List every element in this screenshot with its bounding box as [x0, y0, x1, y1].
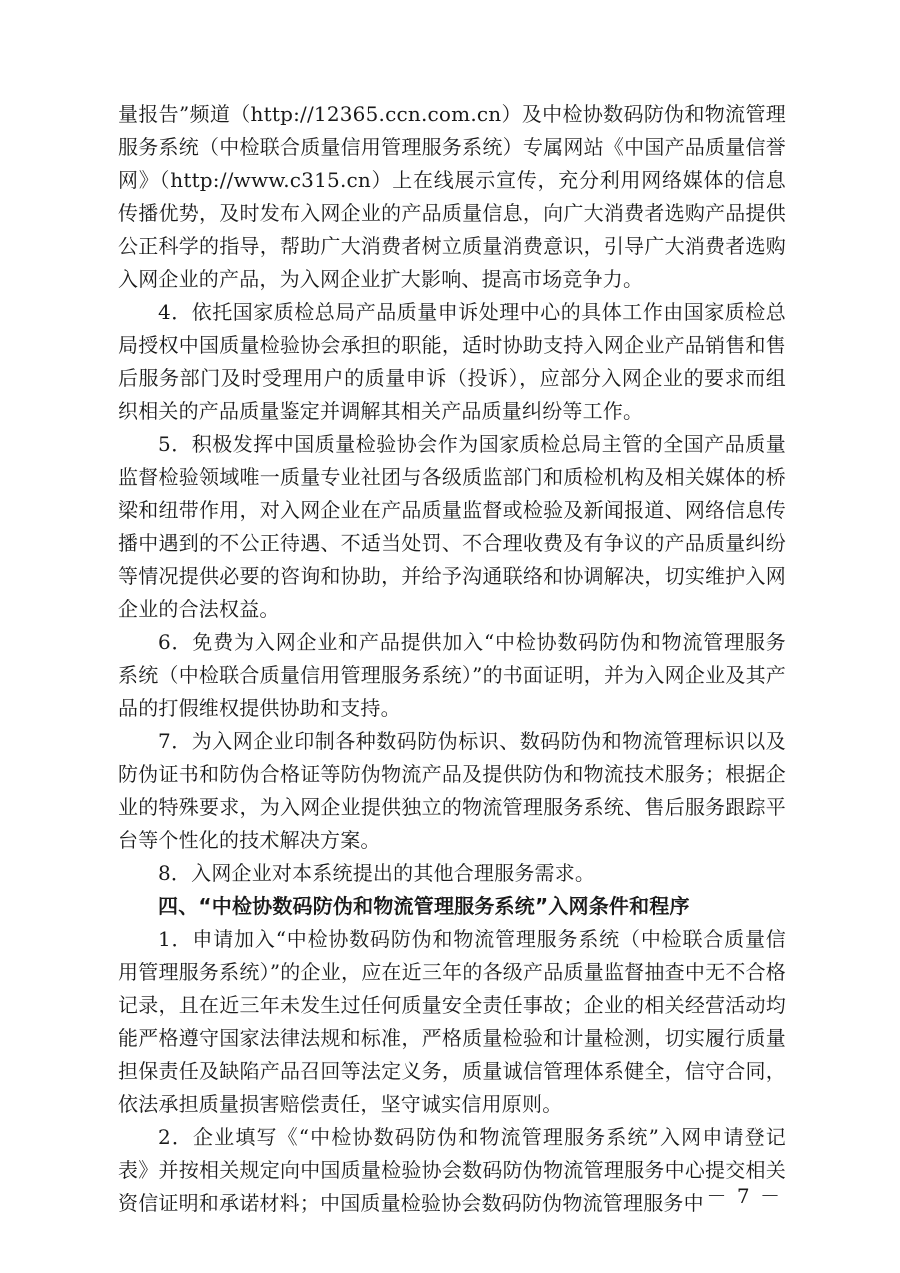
paragraph-item-4: 4．依托国家质检总局产品质量申诉处理中心的具体工作由国家质检总局授权中国质量检验协会承担的职能，适时协助支持入网企业产品销售和售后服务部门及时受理用户的质量申诉（投诉），应部分入网企业的要求而组织相关的产品质量鉴定并调解其相关产品质量纠纷等工作。 — [118, 300, 786, 423]
page-number: － 7 － — [706, 1184, 782, 1208]
document-body — [118, 98, 786, 1220]
paragraph-item-6: 6．免费为入网企业和产品提供加入“中检协数码防伪和物流管理服务系统（中检联合质量信用管理服务系统）”的书面证明，并为入网企业及其产品的打假维权提供协助和支持。 — [118, 630, 786, 720]
section-paragraph-2: 2．企业填写《“中检协数码防伪和物流管理服务系统”入网申请登记表》并按相关规定向中国质量检验协会数码防伪物流管理服务中心提交相关资信证明和承诺材料；中国质量检验协会数码防伪物流管理服务中 — [118, 1125, 786, 1215]
section-paragraph-1: 1．申请加入“中检协数码防伪和物流管理服务系统（中检联合质量信用管理服务系统）”的企业，应在近三年的各级产品质量监督抽查中无不合格记录，且在近三年未发生过任何质量安全责任事故；企业的相关经营活动均能严格遵守国家法律法规和标准，严格质量检验和计量检测，切实履行质量担保责任及缺陷产品召回等法定义务，质量诚信管理体系健全，信守合同，依法承担质量损害赔偿责任，坚守诚实信用原则。 — [118, 927, 786, 1116]
section-heading: 四、“中检协数码防伪和物流管理服务系统”入网条件和程序 — [158, 894, 690, 918]
paragraph-continuation: 量报告”频道（http://12365.ccn.com.cn）及中检协数码防伪和物流管理服务系统（中检联合质量信用管理服务系统）专属网站《中国产品质量信誉网》（http://www.c315.cn）上在线展示宣传，充分利用网络媒体的信息传播优势，及时发布入网企业的产品质量信息，向广大消费者选购产品提供公正科学的指导，帮助广大消费者树立质量消费意识，引导广大消费者选购入网企业的产品，为入网企业扩大影响、提高市场竞争力。 — [118, 102, 786, 291]
paragraph-item-8: 8．入网企业对本系统提出的其他合理服务需求。 — [158, 861, 596, 885]
paragraph-item-5: 5．积极发挥中国质量检验协会作为国家质检总局主管的全国产品质量监督检验领域唯一质量专业社团与各级质监部门和质检机构及相关媒体的桥梁和纽带作用，对入网企业在产品质量监督或检验及新闻报道、网络信息传播中遇到的不公正待遇、不适当处罚、不合理收费及有争议的产品质量纠纷等情况提供必要的咨询和协助，并给予沟通联络和协调解决，切实维护入网企业的合法权益。 — [118, 432, 786, 621]
paragraph-item-7: 7．为入网企业印制各种数码防伪标识、数码防伪和物流管理标识以及防伪证书和防伪合格证等防伪物流产品及提供防伪和物流技术服务；根据企业的特殊要求，为入网企业提供独立的物流管理服务系统、售后服务跟踪平台等个性化的技术解决方案。 — [118, 729, 786, 852]
